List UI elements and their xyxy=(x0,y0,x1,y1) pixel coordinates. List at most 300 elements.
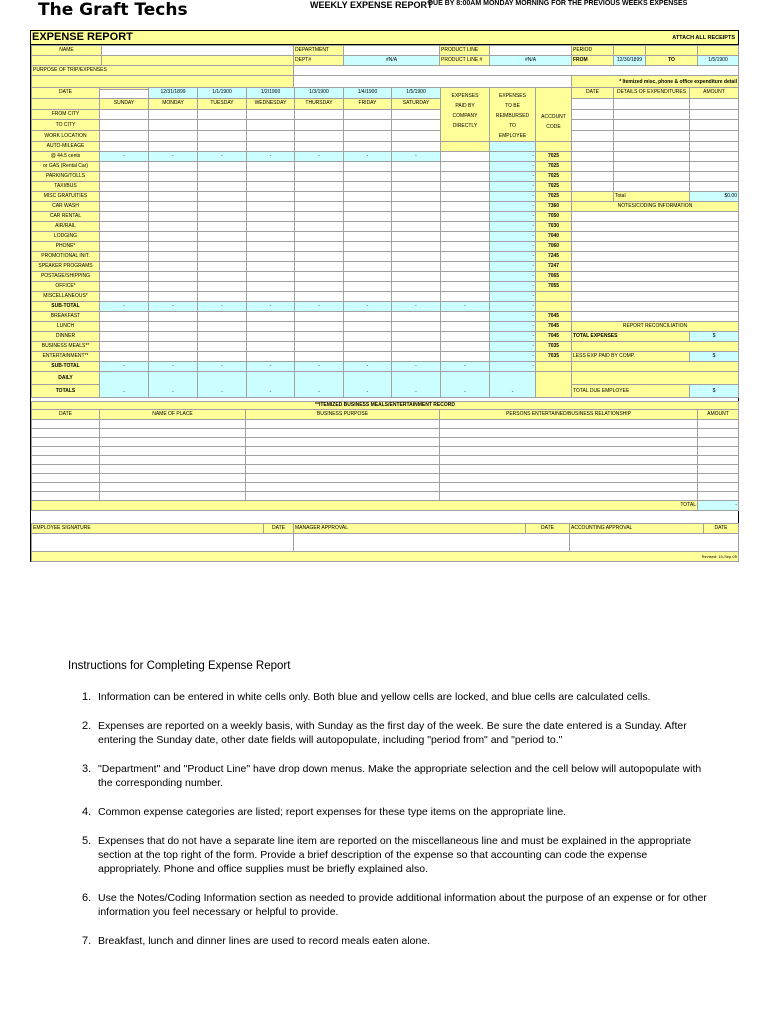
day-amount-input[interactable] xyxy=(198,332,247,342)
detail-cell[interactable] xyxy=(690,172,739,182)
revised-note: Revised: 19-Sep-05 xyxy=(32,552,739,562)
notes-line[interactable] xyxy=(572,292,739,302)
day-amount-input[interactable] xyxy=(392,212,441,222)
instruction-item xyxy=(68,762,708,790)
day-amount-input[interactable] xyxy=(247,172,295,182)
account-code: 7035 xyxy=(536,352,572,362)
day-amount-input[interactable] xyxy=(198,142,247,152)
day-amount-input[interactable] xyxy=(100,252,149,262)
day-amount-input[interactable] xyxy=(392,272,441,282)
meals-cell[interactable] xyxy=(246,474,440,483)
detail-cell[interactable] xyxy=(614,152,690,162)
dept-num-label: DEPT# xyxy=(294,56,344,66)
daily-total: - xyxy=(247,372,295,398)
day-amount-input[interactable] xyxy=(247,182,295,192)
day-amount-input[interactable] xyxy=(295,232,344,242)
meals-cell[interactable] xyxy=(100,492,246,501)
day-amount-input[interactable] xyxy=(247,212,295,222)
paid-directly[interactable] xyxy=(441,242,490,252)
name-field[interactable] xyxy=(102,46,294,56)
day-amount-input[interactable] xyxy=(295,172,344,182)
day-amount-input[interactable] xyxy=(295,342,344,352)
day-amount-input[interactable] xyxy=(149,120,198,131)
day-amount-input[interactable] xyxy=(100,222,149,232)
day-amount-input[interactable] xyxy=(295,262,344,272)
day-amount-input[interactable] xyxy=(198,242,247,252)
day-amount-input[interactable] xyxy=(198,172,247,182)
day-amount-input[interactable] xyxy=(198,162,247,172)
day-amount-input[interactable] xyxy=(100,322,149,332)
paid-directly[interactable] xyxy=(441,342,490,352)
day-amount-input[interactable] xyxy=(392,312,441,322)
meals-cell[interactable] xyxy=(440,429,698,438)
day-amount-input[interactable] xyxy=(100,342,149,352)
meals-cell[interactable] xyxy=(440,420,698,429)
meals-cell[interactable] xyxy=(100,474,246,483)
row-label: MISCELLANEOUS* xyxy=(32,292,100,302)
day-amount-input[interactable] xyxy=(100,202,149,212)
day-amount-input[interactable] xyxy=(198,342,247,352)
day-amount-input[interactable] xyxy=(295,131,344,142)
detail-cell[interactable] xyxy=(690,120,739,131)
day-amount-input[interactable] xyxy=(392,192,441,202)
day-amount: - xyxy=(392,362,441,372)
day-amount-input[interactable] xyxy=(149,222,198,232)
paid-directly[interactable] xyxy=(441,272,490,282)
day-amount-input[interactable] xyxy=(100,192,149,202)
meals-cell[interactable] xyxy=(440,456,698,465)
notes-line[interactable] xyxy=(572,242,739,252)
department-label: DEPARTMENT xyxy=(294,46,344,56)
day-amount-input[interactable] xyxy=(344,332,392,342)
day-amount-input[interactable] xyxy=(149,212,198,222)
detail-cell[interactable] xyxy=(614,98,690,109)
day-amount: - xyxy=(392,302,441,312)
day-amount-input[interactable] xyxy=(295,332,344,342)
detail-cell[interactable] xyxy=(572,152,614,162)
less-paid-value: $ xyxy=(690,352,739,362)
detail-cell[interactable] xyxy=(572,142,614,152)
meals-cell[interactable] xyxy=(246,483,440,492)
day-amount-input[interactable] xyxy=(149,131,198,142)
detail-cell[interactable] xyxy=(690,152,739,162)
paid-directly[interactable] xyxy=(441,252,490,262)
day-amount-input[interactable] xyxy=(295,322,344,332)
day-amount-input[interactable] xyxy=(247,332,295,342)
notes-line[interactable] xyxy=(572,262,739,272)
day-amount-input[interactable] xyxy=(392,242,441,252)
day-amount-input[interactable] xyxy=(295,142,344,152)
meals-cell[interactable] xyxy=(246,438,440,447)
paid-directly[interactable] xyxy=(441,152,490,162)
day-amount-input[interactable] xyxy=(247,252,295,262)
day-amount-input[interactable] xyxy=(149,312,198,322)
meals-cell[interactable] xyxy=(100,483,246,492)
paid-directly[interactable] xyxy=(441,202,490,212)
day-amount-input[interactable] xyxy=(295,252,344,262)
day-amount-input[interactable] xyxy=(392,172,441,182)
day-amount-input[interactable] xyxy=(295,182,344,192)
meals-cell[interactable] xyxy=(32,456,100,465)
day-amount-input[interactable] xyxy=(295,282,344,292)
meals-cell[interactable] xyxy=(32,438,100,447)
day-amount-input[interactable] xyxy=(344,342,392,352)
day-amount-input[interactable] xyxy=(295,272,344,282)
day-amount-input[interactable] xyxy=(100,142,149,152)
day-amount-input[interactable] xyxy=(100,212,149,222)
day-amount-input[interactable] xyxy=(100,312,149,322)
day-amount-input[interactable] xyxy=(247,142,295,152)
day-amount-input[interactable] xyxy=(100,120,149,131)
paid-directly[interactable] xyxy=(441,182,490,192)
header-line: ACCOUNT xyxy=(541,114,566,120)
day-amount-input[interactable] xyxy=(344,120,392,131)
day-amount-input[interactable] xyxy=(247,292,295,302)
day-amount-input[interactable] xyxy=(100,352,149,362)
day-amount-input[interactable] xyxy=(344,232,392,242)
day-amount-input[interactable] xyxy=(392,332,441,342)
notes-line[interactable] xyxy=(572,212,739,222)
meals-cell[interactable] xyxy=(440,483,698,492)
day-amount-input[interactable] xyxy=(295,192,344,202)
paid-directly[interactable] xyxy=(441,212,490,222)
detail-cell[interactable] xyxy=(572,172,614,182)
day-amount-input[interactable] xyxy=(392,162,441,172)
day-amount-input[interactable] xyxy=(295,292,344,302)
detail-cell[interactable] xyxy=(614,131,690,142)
meals-cell[interactable] xyxy=(440,465,698,474)
day-amount-input[interactable] xyxy=(392,131,441,142)
meals-cell[interactable] xyxy=(440,474,698,483)
manager-approval-field[interactable] xyxy=(294,534,570,552)
day-amount-input[interactable] xyxy=(198,252,247,262)
day-amount-input[interactable] xyxy=(344,131,392,142)
day-amount-input[interactable] xyxy=(392,202,441,212)
detail-cell[interactable] xyxy=(690,182,739,192)
day-amount-input[interactable] xyxy=(100,282,149,292)
paid-directly[interactable] xyxy=(441,322,490,332)
day-amount-input[interactable] xyxy=(344,192,392,202)
day-amount-input[interactable] xyxy=(344,172,392,182)
day-amount-input[interactable] xyxy=(392,282,441,292)
detail-cell[interactable] xyxy=(572,162,614,172)
meals-cell[interactable] xyxy=(32,420,100,429)
day-amount-input[interactable] xyxy=(344,352,392,362)
meals-cell[interactable] xyxy=(698,483,739,492)
day-amount-input[interactable] xyxy=(247,352,295,362)
day-amount-input[interactable] xyxy=(247,162,295,172)
meals-cell[interactable] xyxy=(32,447,100,456)
day-amount-input[interactable] xyxy=(149,272,198,282)
day-amount-input[interactable] xyxy=(247,312,295,322)
day-amount-input[interactable] xyxy=(344,252,392,262)
notes-line[interactable] xyxy=(572,312,739,322)
reimbursed-amount: - xyxy=(490,292,536,302)
day-amount-input[interactable] xyxy=(392,342,441,352)
day-amount-input[interactable] xyxy=(198,192,247,202)
day-amount-input[interactable] xyxy=(100,182,149,192)
day-amount-input[interactable] xyxy=(344,272,392,282)
notes-line[interactable] xyxy=(572,232,739,242)
detail-cell[interactable] xyxy=(614,162,690,172)
meals-cell[interactable] xyxy=(100,465,246,474)
day-amount-input[interactable] xyxy=(198,120,247,131)
paid-directly[interactable] xyxy=(441,292,490,302)
day-amount-input[interactable] xyxy=(344,312,392,322)
day-amount-input[interactable] xyxy=(198,272,247,282)
day-amount-input[interactable] xyxy=(149,252,198,262)
day-amount-input[interactable] xyxy=(392,232,441,242)
notes-line[interactable] xyxy=(572,272,739,282)
day-amount-input[interactable] xyxy=(392,262,441,272)
meals-cell[interactable] xyxy=(246,456,440,465)
instruction-text: Expenses are reported on a weekly basis, with Sunday as the first day of the week. Be sure the date entered is a Sunday. After entering the Sunday date, other date fields will autopopulate, including "period from" and "period to." xyxy=(98,720,687,746)
day-amount-input[interactable] xyxy=(198,131,247,142)
day-amount-input[interactable] xyxy=(149,202,198,212)
meals-cell[interactable] xyxy=(100,420,246,429)
day-amount-input[interactable] xyxy=(295,352,344,362)
day-amount-input[interactable] xyxy=(295,312,344,322)
day-amount: - xyxy=(149,152,198,162)
day-amount-input[interactable] xyxy=(247,282,295,292)
day-amount-input[interactable] xyxy=(198,222,247,232)
day-amount-input[interactable] xyxy=(100,242,149,252)
day-amount-input[interactable] xyxy=(149,172,198,182)
meals-cell[interactable] xyxy=(246,420,440,429)
account-code: 7030 xyxy=(536,222,572,232)
day-amount-input[interactable] xyxy=(149,352,198,362)
meals-cell[interactable] xyxy=(698,447,739,456)
day-amount-input[interactable] xyxy=(295,242,344,252)
day-amount-input[interactable] xyxy=(392,109,441,120)
day-amount-input[interactable] xyxy=(344,162,392,172)
day-amount-input[interactable] xyxy=(198,322,247,332)
day-amount-input[interactable] xyxy=(198,212,247,222)
day-amount-input[interactable] xyxy=(344,222,392,232)
detail-cell[interactable] xyxy=(614,142,690,152)
reimbursed-amount: - xyxy=(490,332,536,342)
day-amount-input[interactable] xyxy=(247,242,295,252)
day-amount-input[interactable] xyxy=(344,109,392,120)
day-amount-input[interactable] xyxy=(344,182,392,192)
day-amount-input[interactable] xyxy=(247,131,295,142)
day-date: 12/31/1899 xyxy=(149,88,198,99)
detail-cell[interactable] xyxy=(690,109,739,120)
detail-cell[interactable] xyxy=(572,182,614,192)
meals-cell[interactable] xyxy=(32,474,100,483)
detail-cell[interactable] xyxy=(572,131,614,142)
paid-directly[interactable] xyxy=(441,162,490,172)
detail-cell[interactable] xyxy=(572,98,614,109)
day-amount-input[interactable] xyxy=(392,120,441,131)
meals-cell[interactable] xyxy=(100,456,246,465)
meals-cell[interactable] xyxy=(246,429,440,438)
meals-cell[interactable] xyxy=(246,465,440,474)
day-amount-input[interactable] xyxy=(100,131,149,142)
instruction-number: 7. xyxy=(82,935,92,947)
day-amount-input[interactable] xyxy=(198,352,247,362)
day-amount-input[interactable] xyxy=(295,162,344,172)
day-amount-input[interactable] xyxy=(392,252,441,262)
day-amount-input[interactable] xyxy=(392,222,441,232)
meals-cell[interactable] xyxy=(32,483,100,492)
day-amount-input[interactable] xyxy=(198,109,247,120)
day-amount-input[interactable] xyxy=(149,232,198,242)
meals-cell[interactable] xyxy=(246,447,440,456)
day-amount-input[interactable] xyxy=(295,109,344,120)
reimbursed-amount: - xyxy=(490,192,536,202)
meals-cell[interactable] xyxy=(698,438,739,447)
day-amount-input[interactable] xyxy=(198,232,247,242)
notes-line[interactable] xyxy=(572,252,739,262)
day-amount-input[interactable] xyxy=(344,212,392,222)
paid-directly[interactable] xyxy=(441,312,490,322)
paid-directly[interactable] xyxy=(441,192,490,202)
day-amount-input[interactable] xyxy=(247,262,295,272)
meals-cell[interactable] xyxy=(698,429,739,438)
day-amount-input[interactable] xyxy=(392,182,441,192)
day-amount-input[interactable] xyxy=(149,292,198,302)
day-amount-input[interactable] xyxy=(247,109,295,120)
day-amount-input[interactable] xyxy=(344,282,392,292)
day-amount-input[interactable] xyxy=(247,202,295,212)
day-amount-input[interactable] xyxy=(149,342,198,352)
day-amount-input[interactable] xyxy=(100,172,149,182)
meals-cell[interactable] xyxy=(440,438,698,447)
blank xyxy=(572,362,739,372)
day-amount-input[interactable] xyxy=(100,262,149,272)
detail-cell[interactable] xyxy=(614,120,690,131)
day-amount-input[interactable] xyxy=(100,109,149,120)
row-label: LUNCH xyxy=(32,322,100,332)
account-code: 7035 xyxy=(536,342,572,352)
day-amount-input[interactable] xyxy=(100,162,149,172)
day-amount-input[interactable] xyxy=(247,232,295,242)
detail-cell[interactable] xyxy=(614,182,690,192)
day-amount-input[interactable] xyxy=(247,120,295,131)
notes-line[interactable] xyxy=(572,302,739,312)
day-amount-input[interactable] xyxy=(247,342,295,352)
meals-cell[interactable] xyxy=(698,456,739,465)
purpose-field[interactable] xyxy=(294,66,739,76)
paid-directly[interactable] xyxy=(441,172,490,182)
detail-cell[interactable] xyxy=(572,109,614,120)
paid-directly[interactable] xyxy=(441,282,490,292)
day-amount-input[interactable] xyxy=(198,202,247,212)
day-amount-input[interactable] xyxy=(149,162,198,172)
meals-cell[interactable] xyxy=(440,492,698,501)
detail-cell[interactable] xyxy=(690,98,739,109)
day-amount-input[interactable] xyxy=(149,242,198,252)
paid-directly[interactable] xyxy=(441,352,490,362)
day-amount-input[interactable] xyxy=(344,142,392,152)
department-field[interactable] xyxy=(344,46,440,56)
day-amount-input[interactable] xyxy=(198,262,247,272)
day-amount-input[interactable] xyxy=(392,292,441,302)
detail-cell[interactable] xyxy=(690,142,739,152)
meals-cell[interactable] xyxy=(32,429,100,438)
day-amount-input[interactable] xyxy=(198,292,247,302)
day-amount-input[interactable] xyxy=(344,242,392,252)
meals-cell[interactable] xyxy=(246,492,440,501)
day-amount-input[interactable] xyxy=(392,322,441,332)
day-amount-input[interactable] xyxy=(295,202,344,212)
day-amount-input[interactable] xyxy=(247,322,295,332)
daily-total: - xyxy=(295,372,344,398)
meals-cell[interactable] xyxy=(698,492,739,501)
meals-cell[interactable] xyxy=(100,447,246,456)
paid-directly[interactable] xyxy=(441,332,490,342)
day-amount-input[interactable] xyxy=(100,332,149,342)
day-amount: - xyxy=(295,152,344,162)
paid-directly[interactable] xyxy=(441,262,490,272)
day-amount-input[interactable] xyxy=(247,272,295,282)
meals-cell[interactable] xyxy=(32,492,100,501)
day-amount-input[interactable] xyxy=(149,322,198,332)
paid-directly[interactable] xyxy=(441,232,490,242)
detail-cell[interactable] xyxy=(690,162,739,172)
day-amount-input[interactable] xyxy=(247,192,295,202)
meals-cell[interactable] xyxy=(698,465,739,474)
day-amount-input[interactable] xyxy=(198,182,247,192)
detail-cell[interactable] xyxy=(614,172,690,182)
day-amount-input[interactable] xyxy=(392,142,441,152)
day-amount-input[interactable] xyxy=(149,262,198,272)
day-amount-input[interactable] xyxy=(198,312,247,322)
instruction-item xyxy=(68,690,708,704)
sunday-date-input[interactable] xyxy=(100,88,149,99)
employee-signature-field[interactable] xyxy=(32,534,294,552)
day-amount-input[interactable] xyxy=(149,192,198,202)
detail-cell[interactable] xyxy=(690,131,739,142)
day-amount-input[interactable] xyxy=(149,109,198,120)
meals-cell[interactable] xyxy=(440,447,698,456)
notes-line[interactable] xyxy=(572,282,739,292)
meals-place-header: NAME OF PLACE xyxy=(100,410,246,420)
paid-directly[interactable] xyxy=(441,222,490,232)
day-amount-input[interactable] xyxy=(100,292,149,302)
accounting-approval-field[interactable] xyxy=(570,534,739,552)
notes-line[interactable] xyxy=(572,222,739,232)
meals-cell[interactable] xyxy=(32,465,100,474)
meals-cell[interactable] xyxy=(698,474,739,483)
day-amount-input[interactable] xyxy=(198,282,247,292)
header-line: CODE xyxy=(546,124,561,130)
detail-cell[interactable] xyxy=(572,120,614,131)
day-amount-input[interactable] xyxy=(149,332,198,342)
day-amount-input[interactable] xyxy=(344,322,392,332)
day-amount-input[interactable] xyxy=(100,272,149,282)
day-amount-input[interactable] xyxy=(295,222,344,232)
day-amount-input[interactable] xyxy=(247,222,295,232)
day-amount-input[interactable] xyxy=(344,262,392,272)
detail-cell[interactable] xyxy=(614,109,690,120)
day-amount-input[interactable] xyxy=(344,292,392,302)
meals-cell[interactable] xyxy=(698,420,739,429)
day-amount-input[interactable] xyxy=(149,282,198,292)
meals-cell[interactable] xyxy=(100,438,246,447)
row-label: AUTO-MILEAGE xyxy=(32,142,100,152)
day-amount-input[interactable] xyxy=(344,202,392,212)
day-amount-input[interactable] xyxy=(392,352,441,362)
day-amount-input[interactable] xyxy=(100,232,149,242)
day-amount-input[interactable] xyxy=(295,120,344,131)
day-amount-input[interactable] xyxy=(149,142,198,152)
day-amount-input[interactable] xyxy=(295,212,344,222)
product-line-field[interactable] xyxy=(490,46,572,56)
meals-cell[interactable] xyxy=(100,429,246,438)
day-amount-input[interactable] xyxy=(149,182,198,192)
